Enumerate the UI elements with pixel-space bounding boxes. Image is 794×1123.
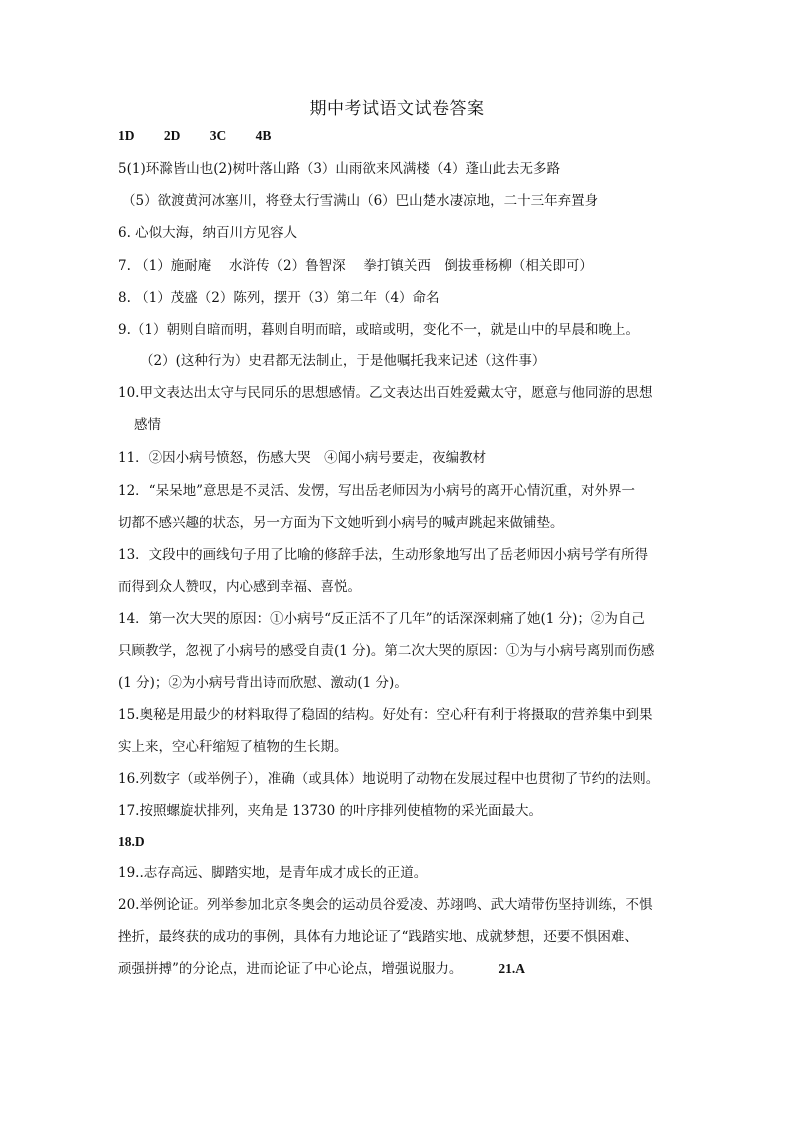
answer-15-line1: 15.奥秘是用最少的材料取得了稳固的结构。好处有：空心秆有利于将摄取的营养集中到果 xyxy=(118,707,653,723)
answer-20-line1: 20.举例论证。列举参加北京冬奥会的运动员谷爱凌、苏翊鸣、武大靖带伤坚持训练，不惧 xyxy=(118,897,653,913)
answers-1-4 xyxy=(118,126,684,146)
answer-6: 6. 心似大海，纳百川方见容人 xyxy=(118,225,298,241)
answer-13-line2: 而得到众人赞叹，内心感到幸福、喜悦。 xyxy=(118,579,361,595)
answer-12-line1: 12．“呆呆地”意思是不灵活、发愣，写出岳老师因为小病号的离开心情沉重，对外界一 xyxy=(118,483,635,499)
answer-20-line2: 挫折，最终获的成功的事例，具体有力地论证了“践踏实地、成就梦想，还要不惧困难、 xyxy=(118,929,638,945)
answer-21: 21.A xyxy=(498,961,526,976)
answer-2: 2D xyxy=(163,128,181,143)
answer-5-line1: 5(1)环滁皆山也(2)树叶落山路（3）山雨欲来风满楼（4）蓬山此去无多路 xyxy=(118,161,561,177)
answer-14-line3: (1 分)；②为小病号背出诗而欣慰、激动(1 分)。 xyxy=(118,675,408,691)
answer-11: 11．②因小病号愤怒，伤感大哭 ④闻小病号要走，夜编教材 xyxy=(118,450,487,466)
answer-15-line2: 实上来，空心秆缩短了植物的生长期。 xyxy=(118,739,348,755)
answer-18: 18.D xyxy=(118,834,145,849)
page-title: 期中考试语文试卷答案 xyxy=(309,99,485,119)
answer-9-part1: 9.（1）朝则自暗而明，暮则自明而暗，或暗或明，变化不一，就是山中的早晨和晚上。 xyxy=(118,322,639,338)
answer-9-part2: （2）(这种行为）史君都无法制止，于是他嘱托我来记述（这件事） xyxy=(140,353,546,369)
answer-19: 19..志存高远、脚踏实地，是青年成才成长的正道。 xyxy=(118,865,428,881)
answer-20-line3 xyxy=(118,959,684,979)
answer-14-line2: 只顾教学，忽视了小病号的感受自责(1 分)。第二次大哭的原因：①为与小病号离别而伤感 xyxy=(118,643,655,659)
answer-16: 16.列数字（或举例子），准确（或具体）地说明了动物在发展过程中也贯彻了节约的法则。 xyxy=(118,771,660,787)
answer-12-line2: 切都不感兴趣的状态，另一方面为下文她听到小病号的喊声跳起来做铺垫。 xyxy=(118,515,564,531)
answer-4: 4B xyxy=(255,128,272,143)
answer-1: 1D xyxy=(118,128,135,143)
answer-8: 8. （1）茂盛（2）陈列，摆开（3）第二年（4）命名 xyxy=(118,290,440,306)
answer-7: 7. （1）施耐庵 水浒传（2）鲁智深 拳打镇关西 倒拔垂杨柳（相关即可） xyxy=(118,258,593,274)
answer-10-line1: 10.甲文表达出太守与民同乐的思想感情。乙文表达出百姓爱戴太守，愿意与他同游的思想 xyxy=(118,385,653,401)
answer-10-line2: 感情 xyxy=(134,417,161,433)
answer-3: 3C xyxy=(209,128,227,143)
answer-5-line2: （5）欲渡黄河冰塞川，将登太行雪满山（6）巴山楚水凄凉地，二十三年弃置身 xyxy=(122,193,599,209)
answer-17: 17.按照螺旋状排列，夹角是 13730 的叶序排列使植物的采光面最大。 xyxy=(118,803,542,819)
answer-13-line1: 13．文段中的画线句子用了比喻的修辞手法，生动形象地写出了岳老师因小病号学有所得 xyxy=(118,547,649,563)
answer-20-line3-text: 顽强拼搏”的分论点，进而论证了中心论点，增强说服力。 xyxy=(118,961,463,977)
answer-14-line1: 14．第一次大哭的原因：①小病号“反正活不了几年”的话深深刺痛了她(1 分)；②为自己 xyxy=(118,611,645,627)
